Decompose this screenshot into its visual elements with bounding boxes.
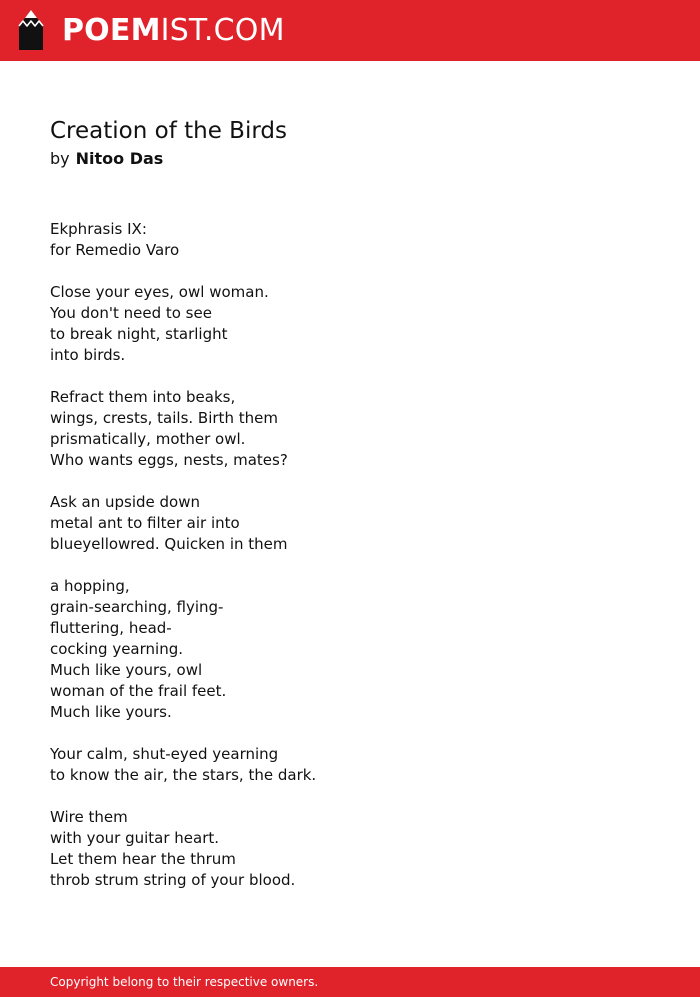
poem-line: with your guitar heart.: [50, 829, 220, 847]
poem-line: woman of the frail feet.: [50, 682, 227, 700]
poem-line: cocking yearning.: [50, 640, 183, 658]
brand-name-bold: POEM: [62, 13, 161, 48]
poem-line: Who wants eggs, nests, mates?: [50, 451, 288, 469]
poem-stanza: [50, 282, 650, 366]
copyright-text: Copyright belong to their respective owners.: [50, 975, 319, 989]
poem-line: metal ant to filter air into: [50, 514, 240, 532]
poem-line: Much like yours, owl: [50, 661, 203, 679]
by-label: by: [50, 149, 70, 168]
poem-line: You don't need to see: [50, 304, 212, 322]
poem-stanza: [50, 576, 650, 723]
poem-line: grain-searching, flying-: [50, 598, 224, 616]
poem-line: into birds.: [50, 346, 126, 364]
poem-line: prismatically, mother owl.: [50, 430, 246, 448]
poem-heading: [50, 116, 650, 171]
poem-stanza: [50, 492, 650, 555]
pencil-nib-icon: [18, 9, 44, 51]
poem-line: Much like yours.: [50, 703, 172, 721]
author-byline: [50, 147, 650, 171]
poem-line: fluttering, head-: [50, 619, 172, 637]
poem-line: Wire them: [50, 808, 128, 826]
brand-name-light: IST.COM: [160, 13, 285, 48]
poem-line: wings, crests, tails. Birth them: [50, 409, 278, 427]
author-name: Nitoo Das: [75, 149, 164, 168]
site-logo[interactable]: [62, 11, 285, 51]
poem-body: [50, 219, 650, 912]
poem-line: Close your eyes, owl woman.: [50, 283, 269, 301]
poem-line: to know the air, the stars, the dark.: [50, 766, 317, 784]
poem-line: Refract them into beaks,: [50, 388, 236, 406]
poem-line: blueyellowred. Quicken in them: [50, 535, 288, 553]
poem-line: Ask an upside down: [50, 493, 200, 511]
poem-stanza: [50, 744, 650, 786]
poem-line: Let them hear the thrum: [50, 850, 236, 868]
poem-line: to break night, starlight: [50, 325, 228, 343]
poem-stanza: [50, 219, 650, 261]
poem-line: a hopping,: [50, 577, 130, 595]
poem-stanza: [50, 807, 650, 891]
site-header: [0, 0, 700, 61]
poem-stanza: [50, 387, 650, 471]
poem-line: Ekphrasis IX:: [50, 220, 147, 238]
site-footer: [0, 967, 700, 997]
poem-title: Creation of the Birds: [50, 118, 287, 144]
poem-line: throb strum string of your blood.: [50, 871, 296, 889]
poem-line: for Remedio Varo: [50, 241, 180, 259]
poem-line: Your calm, shut-eyed yearning: [50, 745, 279, 763]
